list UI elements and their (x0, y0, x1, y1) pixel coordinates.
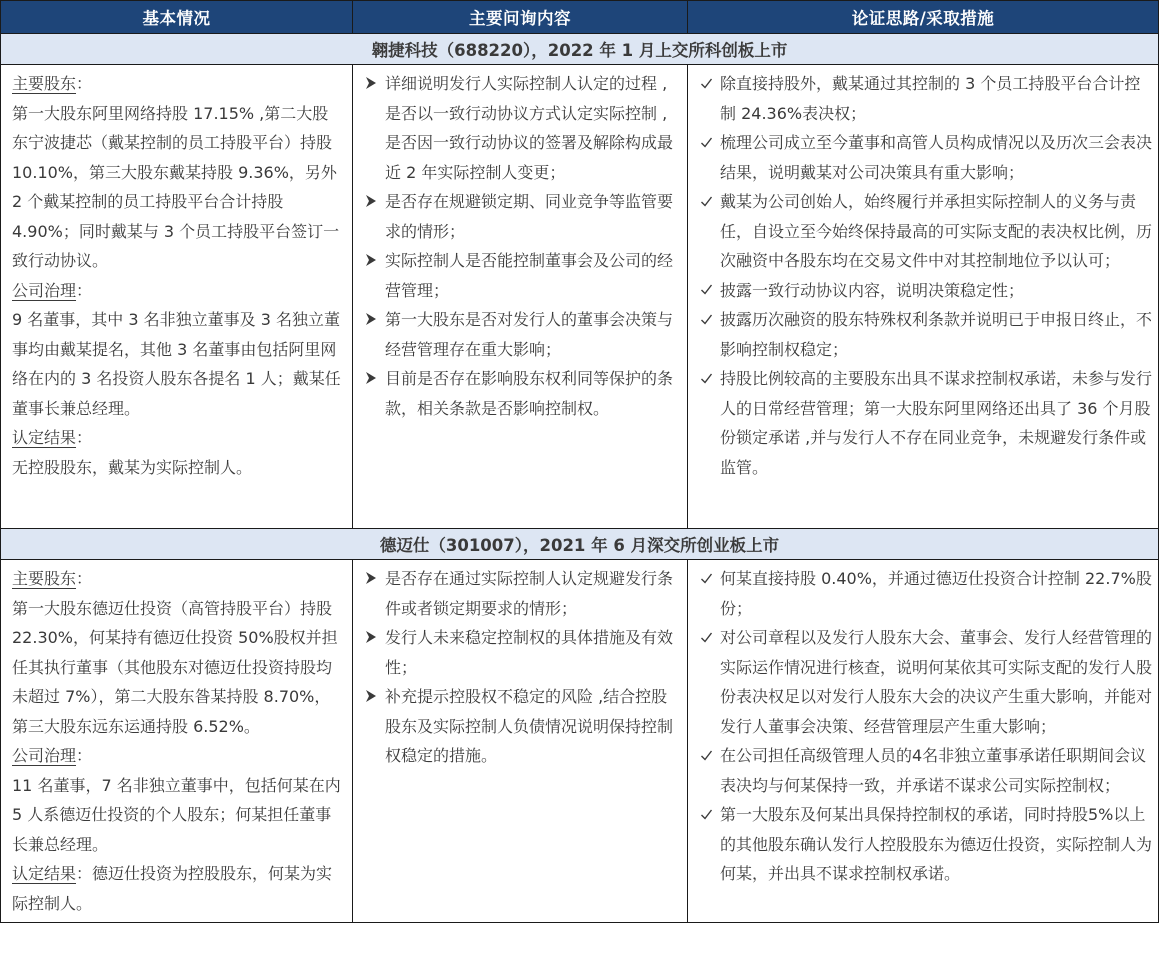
checkmark-icon (700, 128, 718, 158)
governance-text: 11 名董事，7 名非独立董事中，包括何某在内 5 人系德迈仕投资的个人股东；何某担任董事长兼总经理。 (12, 775, 341, 854)
measures-list (700, 69, 1152, 482)
colon: ： (76, 74, 93, 93)
arrow-right-icon (365, 682, 383, 712)
inquiry-item (365, 564, 681, 623)
arrow-right-icon (365, 564, 383, 594)
colon: ： (76, 746, 93, 765)
checkmark-icon (700, 69, 718, 99)
governance-heading (12, 741, 342, 771)
item-text: 是否存在规避锁定期、同业竞争等监管要求的情形； (385, 192, 674, 241)
inquiry-list (365, 69, 681, 423)
item-text: 补充提示控股权不稳定的风险 ,结合控股股东及实际控制人负债情况说明保持控制权稳定的措施。 (385, 687, 674, 765)
basic-info-cell (1, 560, 353, 923)
header-basic-info: 基本情况 (1, 1, 353, 34)
checkmark-icon (700, 187, 718, 217)
item-text: 披露历次融资的股东特殊权利条款并说明已于申报日终止，不影响控制权稳定； (720, 310, 1153, 359)
shareholders-text: 第一大股东阿里网络持股 17.15% ,第二大股东宁波捷芯（戴某控制的员工持股平台）持股 10.10%，第三大股东戴某持股 9.36%，另外 2 个戴某控制的员工持股平台合计持股 4.90%；同时戴某与 3 个员工持股平台签订一致行动协议。 (12, 103, 340, 270)
result-text: 德迈仕投资为控股股东，何某为实际控制人。 (12, 864, 333, 913)
measure-item (700, 564, 1152, 623)
checkmark-icon (700, 564, 718, 594)
item-text: 第一大股东是否对发行人的董事会决策与经营管理存在重大影响； (385, 310, 674, 359)
governance-heading (12, 276, 342, 306)
checkmark-icon (700, 800, 718, 830)
inquiry-item (365, 187, 681, 246)
section-row (1, 34, 1159, 65)
colon: ： (76, 569, 93, 588)
measure-item (700, 741, 1152, 800)
arrow-right-icon (365, 305, 383, 335)
inquiry-item (365, 364, 681, 423)
measure-item (700, 800, 1152, 889)
inquiry-item (365, 623, 681, 682)
header-measures: 论证思路/采取措施 (688, 1, 1159, 34)
measure-item (700, 276, 1152, 306)
section-row (1, 529, 1159, 560)
measure-item (700, 187, 1152, 276)
item-text: 戴某为公司创始人，始终履行并承担实际控制人的义务与责任，自设立至今始终保持最高的可实际支配的表决权比例，历次融资中各股东均在交易文件中对其控制地位予以认可； (720, 192, 1153, 270)
governance-label: 公司治理 (12, 746, 77, 765)
item-text: 对公司章程以及发行人股东大会、董事会、发行人经营管理的实际运作情况进行核查，说明何某依其可实际支配的发行人股份表决权足以对发行人股东大会的决议产生重大影响，并能对发行人董事会决策、经营管理层产生重大影响； (720, 628, 1153, 736)
measure-item (700, 364, 1152, 482)
item-text: 在公司担任高级管理人员的4名非独立董事承诺任职期间会议表决均与何某保持一致，并承诺不谋求公司实际控制权； (720, 746, 1147, 795)
measures-cell (688, 560, 1159, 923)
item-text: 除直接持股外，戴某通过其控制的 3 个员工持股平台合计控制 24.36%表决权； (720, 74, 1141, 123)
result-heading (12, 423, 342, 453)
item-text: 梳理公司成立至今董事和高管人员构成情况以及历次三会表决结果，说明戴某对公司决策具有重大影响； (720, 133, 1153, 182)
measure-item (700, 305, 1152, 364)
checkmark-icon (700, 623, 718, 653)
measure-item (700, 623, 1152, 741)
item-text: 实际控制人是否能控制董事会及公司的经营管理； (385, 251, 674, 300)
basic-info-cell (1, 65, 353, 529)
shareholders-heading (12, 69, 342, 99)
inquiry-item (365, 682, 681, 771)
arrow-right-icon (365, 364, 383, 394)
governance-text: 9 名董事，其中 3 名非独立董事及 3 名独立董事均由戴某提名，其他 3 名董事由包括阿里网络在内的 3 名投资人股东各提名 1 人；戴某任董事长兼总经理。 (12, 310, 341, 418)
section-title: 翱捷科技（688220），2022 年 1 月上交所科创板上市 (1, 34, 1159, 65)
measure-item (700, 69, 1152, 128)
measure-item (700, 128, 1152, 187)
result-text: 无控股股东，戴某为实际控制人。 (12, 457, 253, 477)
arrow-right-icon (365, 246, 383, 276)
governance-label: 公司治理 (12, 280, 77, 300)
shareholders-text: 第一大股东德迈仕投资（高管持股平台）持股 22.30%，何某持有德迈仕投资 50%股权并担任其执行董事（其他股东对德迈仕投资持股均未超过 7%），第二大股东昝某持股 8.70%，第三大股东远东运通持股 6.52%。 (12, 598, 338, 736)
inquiry-cell (353, 65, 688, 529)
case-row (1, 560, 1159, 923)
result-line (12, 859, 342, 918)
section-title: 德迈仕（301007），2021 年 6 月深交所创业板上市 (1, 529, 1159, 560)
result-label: 认定结果 (12, 428, 77, 447)
item-text: 目前是否存在影响股东权利同等保护的条款，相关条款是否影响控制权。 (385, 369, 674, 418)
checkmark-icon (700, 364, 718, 394)
colon: ： (76, 864, 93, 883)
item-text: 详细说明发行人实际控制人认定的过程 ,是否以一致行动协议方式认定实际控制 ,是否因一致行动协议的签署及解除构成最近 2 年实际控制人变更； (385, 74, 674, 182)
checkmark-icon (700, 276, 718, 306)
result-label: 认定结果 (12, 864, 77, 883)
inquiry-item (365, 246, 681, 305)
shareholders-heading (12, 564, 342, 594)
inquiry-item (365, 69, 681, 187)
item-text: 持股比例较高的主要股东出具不谋求控制权承诺，未参与发行人的日常经营管理；第一大股东阿里网络还出具了 36 个月股份锁定承诺 ,并与发行人不存在同业竞争，未规避发行条件或监管。 (720, 369, 1153, 477)
item-text: 第一大股东及何某出具保持控制权的承诺，同时持股5%以上的其他股东确认发行人控股股东为德迈仕投资，实际控制人为何某，并出具不谋求控制权承诺。 (720, 805, 1153, 883)
item-text: 披露一致行动协议内容，说明决策稳定性； (720, 280, 1025, 300)
measures-list (700, 564, 1152, 889)
inquiry-list (365, 564, 681, 771)
shareholders-label: 主要股东 (12, 569, 77, 588)
checkmark-icon (700, 741, 718, 771)
colon: ： (76, 280, 93, 300)
inquiry-cell (353, 560, 688, 923)
colon: ： (76, 428, 93, 447)
measures-cell (688, 65, 1159, 529)
item-text: 发行人未来稳定控制权的具体措施及有效性； (385, 628, 674, 677)
item-text: 是否存在通过实际控制人认定规避发行条件或者锁定期要求的情形； (385, 569, 674, 618)
case-row (1, 65, 1159, 529)
arrow-right-icon (365, 187, 383, 217)
item-text: 何某直接持股 0.40%，并通过德迈仕投资合计控制 22.7%股份； (720, 569, 1152, 618)
header-row (1, 1, 1159, 34)
header-inquiry-content: 主要问询内容 (353, 1, 688, 34)
inquiry-item (365, 305, 681, 364)
arrow-right-icon (365, 623, 383, 653)
shareholders-label: 主要股东 (12, 74, 77, 93)
checkmark-icon (700, 305, 718, 335)
arrow-right-icon (365, 69, 383, 99)
